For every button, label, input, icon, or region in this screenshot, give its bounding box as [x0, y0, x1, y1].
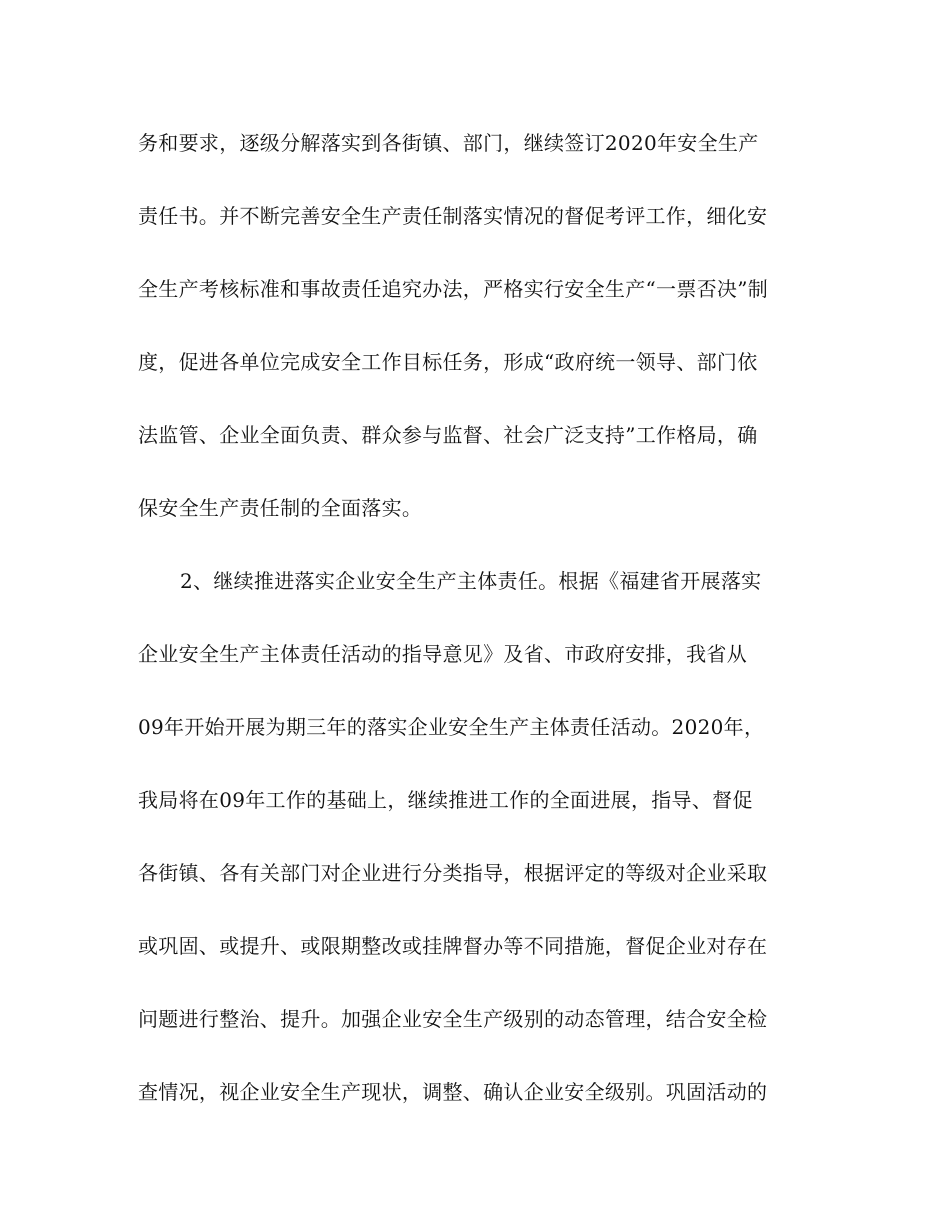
text-line: 或巩固、或提升、或限期整改或挂牌督办等不同措施，督促企业对存在 [138, 934, 768, 958]
text-line: 全生产考核标准和事故责任追究办法，严格实行安全生产“一票否决”制 [138, 277, 769, 301]
text-line: 法监管、企业全面负责、群众参与监督、社会广泛支持”工作格局，确 [138, 423, 758, 447]
text-line: 各街镇、各有关部门对企业进行分类指导，根据评定的等级对企业采取 [138, 861, 768, 885]
text-line: 企业安全生产主体责任活动的指导意见》及省、市政府安排，我省从 [138, 642, 747, 666]
paragraph-start-line: 2、继续推进落实企业安全生产主体责任。根据《福建省开展落实 [180, 569, 762, 593]
text-line: 务和要求，逐级分解落实到各街镇、部门，继续签订2020年安全生产 [138, 131, 759, 155]
text-line: 我局将在09年工作的基础上，继续推进工作的全面进展，指导、督促 [138, 788, 753, 812]
text-line: 问题进行整治、提升。加强企业安全生产级别的动态管理，结合安全检 [138, 1007, 768, 1031]
text-line: 查情况，视企业安全生产现状，调整、确认企业安全级别。巩固活动的 [138, 1080, 768, 1104]
text-line: 责任书。并不断完善安全生产责任制落实情况的督促考评工作，细化安 [138, 204, 768, 228]
text-line: 度，促进各单位完成安全工作目标任务，形成“政府统一领导、部门依 [138, 350, 758, 374]
text-line: 09年开始开展为期三年的落实企业安全生产主体责任活动。2020年， [138, 715, 765, 739]
text-line: 保安全生产责任制的全面落实。 [138, 496, 423, 520]
